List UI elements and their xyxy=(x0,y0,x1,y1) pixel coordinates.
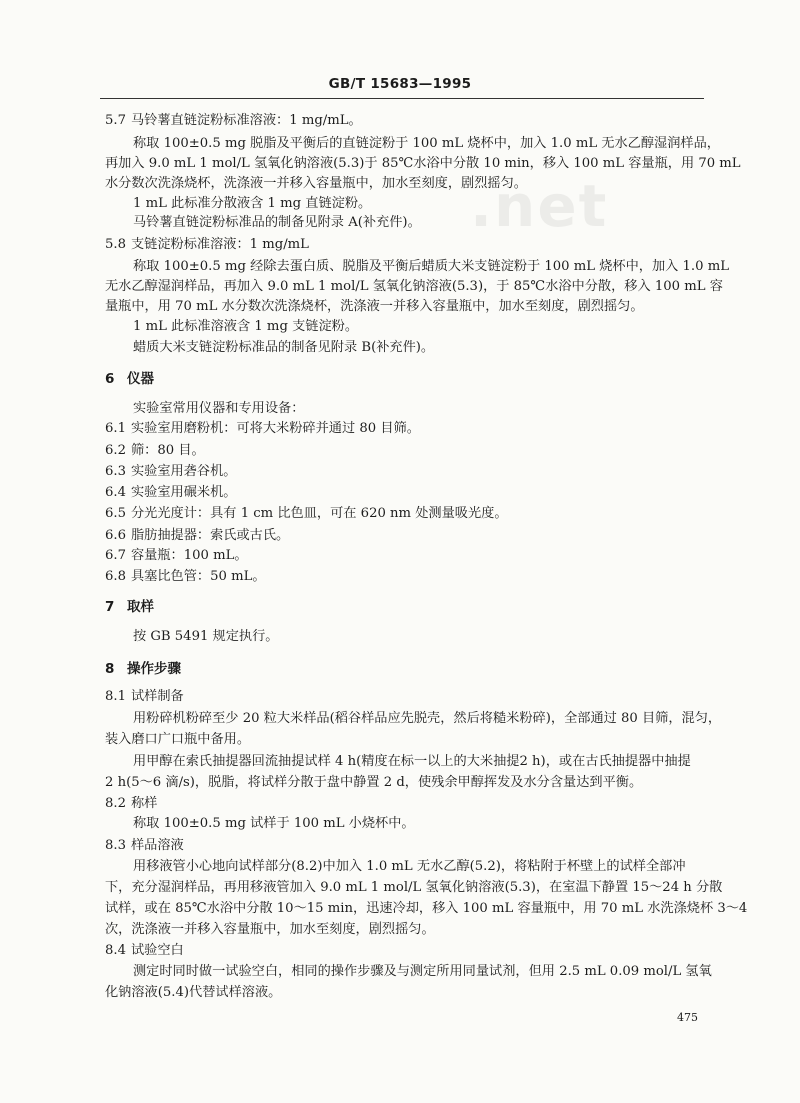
line-text: 按 GB 5491 规定执行。 xyxy=(133,629,279,644)
text-line xyxy=(105,879,722,897)
line-text: 1 mL 此标准分散液含 1 mg 直链淀粉。 xyxy=(133,196,372,211)
clause-number: 6.2 xyxy=(105,443,126,458)
line-text: 再加入 9.0 mL 1 mol/L 氢氧化钠溶液(5.3)于 85℃水浴中分散 10 min，移入 100 mL 容量瓶，用 70 mL xyxy=(105,156,741,171)
line-text: 用移液管小心地向试样部分(8.2)中加入 1.0 mL 无水乙醇(5.2)，将粘附于杯壁上的试样全部冲 xyxy=(133,859,686,874)
text-line xyxy=(133,214,421,232)
clause-line xyxy=(105,420,420,438)
text-line xyxy=(133,815,415,833)
line-text: 取样 xyxy=(127,599,154,615)
line-text: 用甲醇在索氏抽提器回流抽提试样 4 h(精度在标一以上的大米抽提2 h)，或在古氏抽提器中抽提 xyxy=(133,754,691,769)
clause-number: 6.4 xyxy=(105,485,126,500)
line-text: 分光光度计：具有 1 cm 比色皿，可在 620 nm 处测量吸光度。 xyxy=(131,506,508,521)
clause-line xyxy=(105,236,309,254)
clause-line xyxy=(105,837,184,855)
text-line xyxy=(105,155,741,173)
line-text: 马铃薯直链淀粉标准溶液：1 mg/mL。 xyxy=(131,113,362,128)
clause-number: 6.8 xyxy=(105,569,126,584)
text-line xyxy=(133,400,304,418)
line-text: 称取 100±0.5 mg 经除去蛋白质、脱脂及平衡后蜡质大米支链淀粉于 100 mL 烧杯中，加入 1.0 mL xyxy=(133,259,729,274)
page-number: 475 xyxy=(677,1011,698,1024)
clause-number: 8.4 xyxy=(105,943,126,958)
line-text: 样品溶液 xyxy=(131,838,184,853)
line-text: 实验室常用仪器和专用设备： xyxy=(133,401,305,416)
line-text: 实验室用砻谷机。 xyxy=(131,464,237,479)
line-text: 具塞比色管：50 mL。 xyxy=(131,569,266,584)
clause-line xyxy=(105,484,237,502)
clause-line xyxy=(105,547,248,565)
line-text: 次，洗涤液一并移入容量瓶中，加水至刻度，剧烈摇匀。 xyxy=(105,922,435,937)
watermark: .net xyxy=(470,172,609,240)
text-line xyxy=(133,710,721,728)
text-line xyxy=(105,175,527,193)
line-text: 脂肪抽提器：索氏或古氏。 xyxy=(131,528,290,543)
clause-number: 6.3 xyxy=(105,464,126,479)
clause-number: 6.6 xyxy=(105,528,126,543)
clause-line xyxy=(105,688,184,706)
line-text: 化钠溶液(5.4)代替试样溶液。 xyxy=(105,985,282,1000)
text-line xyxy=(105,900,747,918)
clause-number: 5.8 xyxy=(105,237,126,252)
line-text: 试样制备 xyxy=(131,689,184,704)
line-text: 马铃薯直链淀粉标准品的制备见附录 A(补充件)。 xyxy=(133,215,421,230)
clause-line xyxy=(105,505,508,523)
text-line xyxy=(105,921,435,939)
clause-number: 6.5 xyxy=(105,506,126,521)
clause-line xyxy=(105,568,266,586)
line-text: 下，充分湿润样品，再用移液管加入 9.0 mL 1 mol/L 氢氧化钠溶液(5.3)，在室温下静置 15～24 h 分散 xyxy=(105,880,723,895)
clause-number: 6 xyxy=(105,371,115,387)
clause-line xyxy=(105,795,157,813)
text-line xyxy=(133,135,720,153)
text-line xyxy=(133,339,434,357)
line-text: 装入磨口广口瓶中备用。 xyxy=(105,732,251,747)
text-line xyxy=(105,731,250,749)
text-line xyxy=(105,298,644,316)
text-line xyxy=(133,195,371,213)
line-text: 蜡质大米支链淀粉标准品的制备见附录 B(补充件)。 xyxy=(133,340,435,355)
clause-number: 8.2 xyxy=(105,796,126,811)
section-heading xyxy=(105,370,154,388)
header-rule xyxy=(100,98,704,99)
text-line xyxy=(133,258,729,276)
line-text: 称取 100±0.5 mg 脱脂及平衡后的直链淀粉于 100 mL 烧杯中，加入 1.0 mL 无水乙醇湿润样品， xyxy=(133,136,720,151)
clause-number: 8 xyxy=(105,661,115,677)
line-text: 1 mL 此标准溶液含 1 mg 支链淀粉。 xyxy=(133,319,359,334)
line-text: 水分数次洗涤烧杯，洗涤液一并移入容量瓶中，加水至刻度，剧烈摇匀。 xyxy=(105,176,527,191)
line-text: 实验室用碾米机。 xyxy=(131,485,237,500)
section-heading xyxy=(105,598,154,616)
page-header: GB/T 15683—1995 xyxy=(328,76,472,92)
line-text: 量瓶中，用 70 mL 水分数次洗涤烧杯，洗涤液一并移入容量瓶中，加水至刻度，剧烈摇匀。 xyxy=(105,299,644,314)
line-text: 支链淀粉标准溶液：1 mg/mL xyxy=(131,237,309,252)
text-line xyxy=(105,774,642,792)
text-line xyxy=(133,628,279,646)
line-text: 测定时同时做一试验空白，相同的操作步骤及与测定所用同量试剂，但用 2.5 mL 0.09 mol/L 氢氧 xyxy=(133,964,712,979)
line-text: 操作步骤 xyxy=(127,661,181,677)
text-line xyxy=(133,858,686,876)
line-text: 无水乙醇湿润样品，再加入 9.0 mL 1 mol/L 氢氧化钠溶液(5.3)，于 85℃水浴中分散，移入 100 mL 容 xyxy=(105,279,723,294)
line-text: 仪器 xyxy=(127,371,154,387)
text-line xyxy=(133,753,691,771)
line-text: 容量瓶：100 mL。 xyxy=(131,548,248,563)
clause-line xyxy=(105,463,237,481)
line-text: 筛：80 目。 xyxy=(131,443,205,458)
text-line xyxy=(133,963,712,981)
text-line xyxy=(105,278,723,296)
clause-number: 8.1 xyxy=(105,689,126,704)
text-line xyxy=(105,984,281,1002)
clause-number: 6.7 xyxy=(105,548,126,563)
line-text: 用粉碎机粉碎至少 20 粒大米样品(稻谷样品应先脱壳，然后将糙米粉碎)，全部通过 80 目筛，混匀， xyxy=(133,711,722,726)
line-text: 2 h(5～6 滴/s)，脱脂，将试样分散于盘中静置 2 d，使残余甲醇挥发及水分含量达到平衡。 xyxy=(105,775,643,790)
clause-number: 7 xyxy=(105,599,115,615)
clause-number: 8.3 xyxy=(105,838,126,853)
text-line xyxy=(133,318,358,336)
clause-line xyxy=(105,442,205,460)
clause-number: 5.7 xyxy=(105,113,126,128)
section-heading xyxy=(105,660,181,678)
clause-number: 6.1 xyxy=(105,421,126,436)
line-text: 实验室用磨粉机：可将大米粉碎并通过 80 目筛。 xyxy=(131,421,420,436)
clause-line xyxy=(105,112,362,130)
clause-line xyxy=(105,942,184,960)
line-text: 称样 xyxy=(131,796,158,811)
line-text: 试样，或在 85℃水浴中分散 10～15 min，迅速冷却，移入 100 mL 容量瓶中，用 70 mL 水洗涤烧杯 3～4 xyxy=(105,901,748,916)
line-text: 试验空白 xyxy=(131,943,184,958)
clause-line xyxy=(105,527,289,545)
line-text: 称取 100±0.5 mg 试样于 100 mL 小烧杯中。 xyxy=(133,816,415,831)
